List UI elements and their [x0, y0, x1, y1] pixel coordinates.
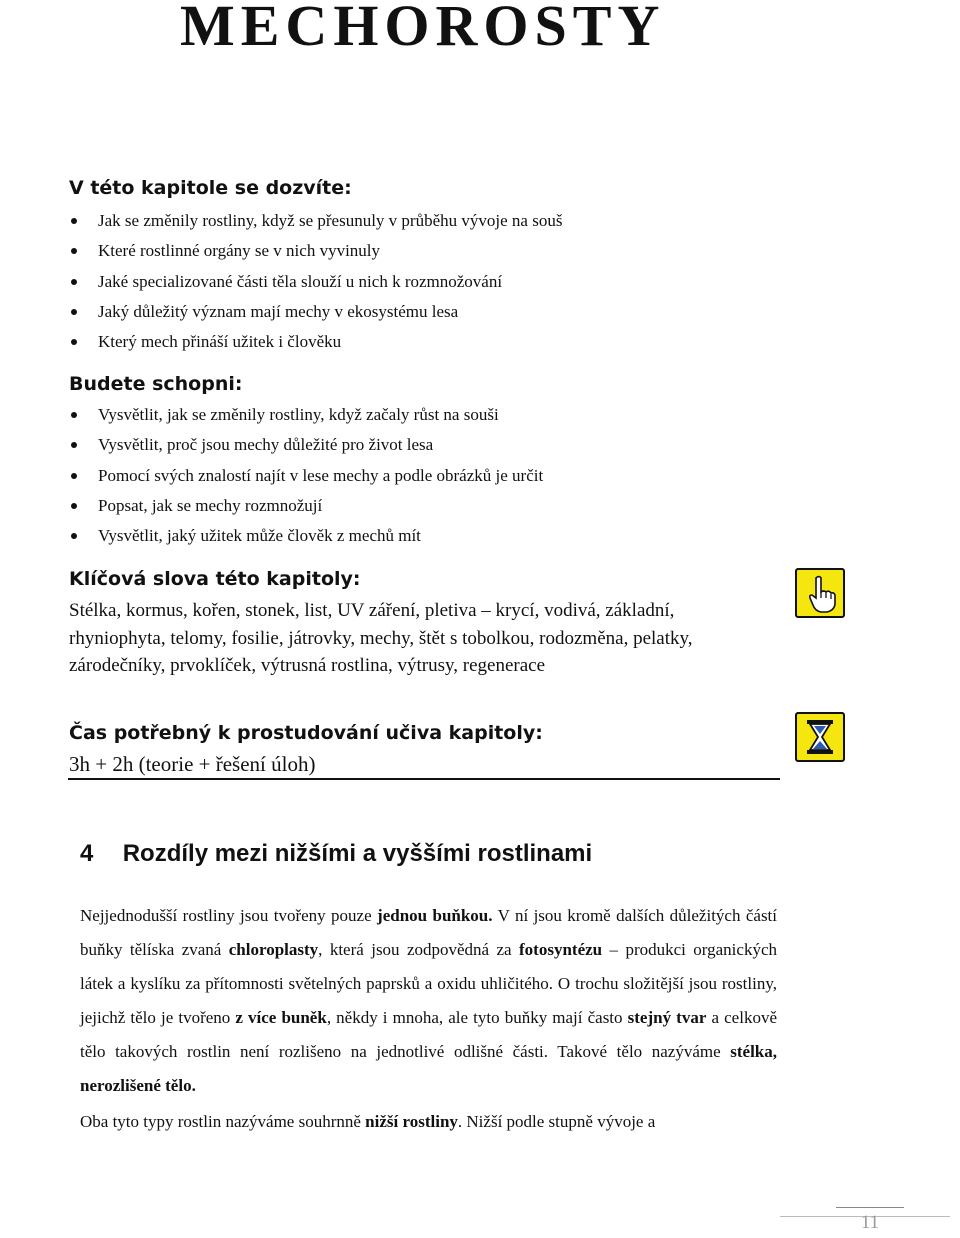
- list-item: Jaké specializované části těla slouží u nich k rozmnožování: [69, 272, 562, 302]
- bold-term: stélka, nerozlišené tělo.: [80, 1042, 777, 1095]
- list-item: Vysvětlit, jak se změnily rostliny, když začaly růst na souši: [69, 405, 543, 435]
- text-run: – produkci organických látek a kyslíku za přítomnosti světelných paprsků a oxidu uhličitého. O trochu složitější jsou rostliny, jejichž tělo je tvořeno: [80, 940, 777, 1027]
- hourglass-icon: [795, 712, 845, 762]
- learn-list: [69, 211, 562, 362]
- body-text: [80, 899, 777, 1139]
- keywords-heading: Klíčová slova této kapitoly:: [69, 568, 361, 590]
- bold-term: fotosyntézu: [519, 940, 603, 959]
- divider: [68, 778, 780, 780]
- time-heading: Čas potřebný k prostudování učiva kapitoly:: [69, 722, 543, 744]
- text-run: Oba tyto typy rostlin nazýváme souhrnně: [80, 1112, 366, 1131]
- pointing-hand-icon: [795, 568, 845, 618]
- list-item: Vysvětlit, jaký užitek může člověk z mechů mít: [69, 526, 543, 556]
- paragraph: [80, 899, 777, 1103]
- list-item: Který mech přináší užitek i člověku: [69, 332, 562, 362]
- bold-term: nižší rostliny: [365, 1112, 458, 1131]
- list-item: Které rostlinné orgány se v nich vyvinuly: [69, 241, 562, 271]
- page-number: 11: [836, 1207, 904, 1232]
- section-number: 4: [80, 840, 94, 867]
- text-run: a celkově tělo takových rostlin není rozlišeno na jednotlivé odlišné části. Takové tělo nazýváme: [80, 1008, 777, 1061]
- bold-term: stejný tvar: [627, 1008, 707, 1027]
- list-item: Pomocí svých znalostí najít v lese mechy a podle obrázků je určit: [69, 466, 543, 496]
- paragraph: [80, 1105, 777, 1139]
- list-item: Popsat, jak se mechy rozmnožují: [69, 496, 543, 526]
- bold-term: jednou buňkou.: [377, 906, 493, 925]
- bold-term: z více buněk: [235, 1008, 327, 1027]
- keywords-text: Stélka, kormus, kořen, stonek, list, UV záření, pletiva – krycí, vodivá, základní, rhyniophyta, telomy, fosilie, játrovky, mechy, štět s tobolkou, rodozměna, pelatky, zárodečníky, prvoklíček, výtrusná rostlina, výtrusy, regenerace: [69, 600, 693, 676]
- list-item: Jaký důležitý význam mají mechy v ekosystému lesa: [69, 302, 562, 332]
- list-item: Vysvětlit, proč jsou mechy důležité pro život lesa: [69, 435, 543, 465]
- text-run: Nejjednodušší rostliny jsou tvořeny pouze: [80, 906, 378, 925]
- list-item: Jak se změnily rostliny, když se přesunuly v průběhu vývoje na souš: [69, 211, 562, 241]
- text-run: , někdy i mnoha, ale tyto buňky mají často: [326, 1008, 628, 1027]
- section-heading: [80, 840, 592, 868]
- bold-term: chloroplasty: [228, 940, 319, 959]
- learn-heading: V této kapitole se dozvíte:: [69, 177, 352, 199]
- time-value: 3h + 2h (teorie + řešení úloh): [69, 752, 316, 776]
- skills-heading: Budete schopni:: [69, 373, 243, 395]
- text-run: V ní jsou kromě dalších důležitých částí buňky tělíska zvaná: [80, 906, 778, 959]
- text-run: . Nižší podle stupně vývoje a: [457, 1112, 656, 1131]
- text-run: , která jsou zodpovědná za: [318, 940, 520, 959]
- section-title: Rozdíly mezi nižšími a vyššími rostlinami: [122, 840, 593, 867]
- page-title: MECHOROSTY: [180, 0, 666, 58]
- skills-list: [69, 405, 543, 556]
